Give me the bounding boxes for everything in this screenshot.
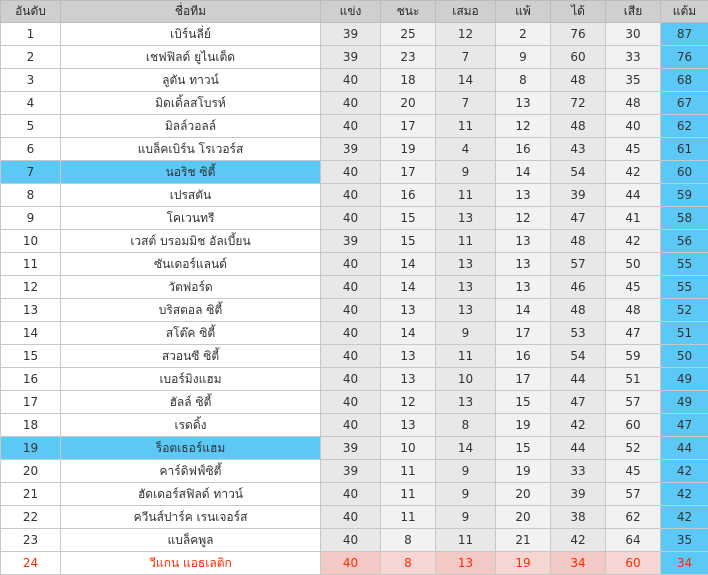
table-row[interactable]	[1, 207, 708, 230]
cell-played: 39	[321, 46, 381, 69]
cell-played: 40	[321, 115, 381, 138]
column-header-win: ชนะ	[381, 1, 436, 23]
cell-losses: 13	[496, 230, 551, 253]
cell-goals-for: 48	[551, 230, 606, 253]
cell-losses: 9	[496, 46, 551, 69]
cell-points: 49	[661, 391, 708, 414]
cell-rank: 8	[1, 184, 61, 207]
cell-points: 87	[661, 23, 708, 46]
cell-draws: 9	[436, 460, 496, 483]
cell-rank: 10	[1, 230, 61, 253]
cell-goals-against: 52	[606, 437, 661, 460]
cell-losses: 19	[496, 460, 551, 483]
cell-losses: 15	[496, 391, 551, 414]
cell-rank: 12	[1, 276, 61, 299]
cell-wins: 8	[381, 529, 436, 552]
cell-points: 56	[661, 230, 708, 253]
cell-losses: 20	[496, 506, 551, 529]
cell-points: 60	[661, 161, 708, 184]
cell-losses: 14	[496, 161, 551, 184]
cell-played: 40	[321, 184, 381, 207]
cell-losses: 19	[496, 552, 551, 575]
cell-goals-for: 34	[551, 552, 606, 575]
cell-wins: 17	[381, 115, 436, 138]
cell-goals-against: 59	[606, 345, 661, 368]
cell-wins: 8	[381, 552, 436, 575]
table-row[interactable]	[1, 230, 708, 253]
cell-goals-against: 60	[606, 414, 661, 437]
cell-rank: 24	[1, 552, 61, 575]
cell-played: 40	[321, 483, 381, 506]
cell-wins: 16	[381, 184, 436, 207]
cell-played: 39	[321, 230, 381, 253]
column-header-played: แข่ง	[321, 1, 381, 23]
cell-goals-for: 54	[551, 345, 606, 368]
cell-goals-for: 42	[551, 414, 606, 437]
cell-team-name: คาร์ดิฟฟ์ซิตี้	[61, 460, 321, 483]
cell-goals-for: 42	[551, 529, 606, 552]
table-row[interactable]	[1, 460, 708, 483]
cell-draws: 13	[436, 276, 496, 299]
cell-goals-against: 48	[606, 299, 661, 322]
table-row[interactable]	[1, 529, 708, 552]
cell-draws: 9	[436, 483, 496, 506]
cell-wins: 13	[381, 368, 436, 391]
cell-goals-against: 33	[606, 46, 661, 69]
cell-points: 52	[661, 299, 708, 322]
cell-draws: 13	[436, 207, 496, 230]
cell-losses: 13	[496, 253, 551, 276]
cell-points: 61	[661, 138, 708, 161]
cell-played: 40	[321, 345, 381, 368]
cell-goals-for: 72	[551, 92, 606, 115]
cell-points: 47	[661, 414, 708, 437]
cell-goals-for: 76	[551, 23, 606, 46]
cell-team-name: เชฟฟิลด์ ยูไนเต็ด	[61, 46, 321, 69]
cell-points: 62	[661, 115, 708, 138]
cell-draws: 11	[436, 230, 496, 253]
cell-team-name: นอริช ซิตี้	[61, 161, 321, 184]
cell-points: 55	[661, 253, 708, 276]
cell-team-name: เบอร์มิงแฮม	[61, 368, 321, 391]
table-row[interactable]	[1, 276, 708, 299]
cell-team-name: มิดเดิ้ลสโบรห์	[61, 92, 321, 115]
cell-goals-for: 43	[551, 138, 606, 161]
cell-goals-against: 51	[606, 368, 661, 391]
column-header-loss: แพ้	[496, 1, 551, 23]
cell-draws: 13	[436, 391, 496, 414]
cell-points: 50	[661, 345, 708, 368]
cell-played: 40	[321, 69, 381, 92]
cell-points: 51	[661, 322, 708, 345]
cell-goals-against: 45	[606, 460, 661, 483]
cell-rank: 3	[1, 69, 61, 92]
cell-losses: 17	[496, 368, 551, 391]
cell-played: 39	[321, 23, 381, 46]
cell-goals-against: 35	[606, 69, 661, 92]
cell-played: 40	[321, 506, 381, 529]
cell-goals-for: 57	[551, 253, 606, 276]
cell-goals-for: 48	[551, 299, 606, 322]
cell-goals-against: 40	[606, 115, 661, 138]
cell-goals-for: 47	[551, 391, 606, 414]
cell-team-name: ฮัดเดอร์สฟิลด์ ทาวน์	[61, 483, 321, 506]
cell-rank: 1	[1, 23, 61, 46]
cell-team-name: บริสตอล ซิตี้	[61, 299, 321, 322]
cell-points: 42	[661, 506, 708, 529]
cell-goals-for: 39	[551, 184, 606, 207]
cell-played: 39	[321, 437, 381, 460]
cell-wins: 14	[381, 253, 436, 276]
cell-team-name: สวอนซี ซิตี้	[61, 345, 321, 368]
cell-rank: 2	[1, 46, 61, 69]
table-header	[1, 1, 708, 23]
column-header-goals-against: เสีย	[606, 1, 661, 23]
cell-losses: 16	[496, 345, 551, 368]
cell-rank: 9	[1, 207, 61, 230]
cell-draws: 11	[436, 345, 496, 368]
table-row[interactable]	[1, 23, 708, 46]
cell-goals-against: 64	[606, 529, 661, 552]
cell-rank: 16	[1, 368, 61, 391]
cell-goals-against: 30	[606, 23, 661, 46]
cell-team-name: ควีนส์ปาร์ค เรนเจอร์ส	[61, 506, 321, 529]
cell-played: 39	[321, 138, 381, 161]
cell-goals-against: 47	[606, 322, 661, 345]
column-header-points: แต้ม	[661, 1, 708, 23]
table-row[interactable]	[1, 483, 708, 506]
cell-wins: 11	[381, 460, 436, 483]
cell-draws: 11	[436, 529, 496, 552]
cell-draws: 14	[436, 69, 496, 92]
cell-wins: 11	[381, 506, 436, 529]
cell-team-name: เปรสตัน	[61, 184, 321, 207]
cell-losses: 15	[496, 437, 551, 460]
cell-goals-against: 45	[606, 138, 661, 161]
cell-goals-for: 33	[551, 460, 606, 483]
cell-losses: 8	[496, 69, 551, 92]
cell-points: 55	[661, 276, 708, 299]
cell-played: 39	[321, 460, 381, 483]
cell-draws: 7	[436, 92, 496, 115]
cell-wins: 20	[381, 92, 436, 115]
cell-points: 42	[661, 460, 708, 483]
cell-played: 40	[321, 391, 381, 414]
cell-goals-for: 46	[551, 276, 606, 299]
header-row	[1, 1, 708, 23]
cell-team-name: ลูตัน ทาวน์	[61, 69, 321, 92]
table-row[interactable]	[1, 322, 708, 345]
cell-team-name: ฮัลล์ ซิตี้	[61, 391, 321, 414]
cell-draws: 9	[436, 322, 496, 345]
cell-losses: 20	[496, 483, 551, 506]
cell-points: 67	[661, 92, 708, 115]
cell-rank: 11	[1, 253, 61, 276]
table-body	[1, 23, 708, 575]
cell-played: 40	[321, 368, 381, 391]
cell-played: 40	[321, 207, 381, 230]
cell-team-name: วัตฟอร์ด	[61, 276, 321, 299]
table-row[interactable]	[1, 368, 708, 391]
cell-draws: 8	[436, 414, 496, 437]
cell-played: 40	[321, 414, 381, 437]
cell-losses: 13	[496, 92, 551, 115]
cell-goals-for: 44	[551, 437, 606, 460]
cell-rank: 13	[1, 299, 61, 322]
cell-draws: 11	[436, 184, 496, 207]
cell-wins: 15	[381, 230, 436, 253]
cell-rank: 22	[1, 506, 61, 529]
cell-team-name: ร็อตเธอร์แฮม	[61, 437, 321, 460]
cell-rank: 5	[1, 115, 61, 138]
cell-played: 40	[321, 322, 381, 345]
cell-played: 40	[321, 529, 381, 552]
column-header-goals-for: ได้	[551, 1, 606, 23]
cell-losses: 17	[496, 322, 551, 345]
cell-draws: 11	[436, 115, 496, 138]
table-row[interactable]	[1, 552, 708, 575]
cell-draws: 4	[436, 138, 496, 161]
table-row[interactable]	[1, 437, 708, 460]
cell-points: 58	[661, 207, 708, 230]
cell-goals-against: 42	[606, 230, 661, 253]
cell-points: 59	[661, 184, 708, 207]
cell-goals-against: 45	[606, 276, 661, 299]
cell-goals-against: 62	[606, 506, 661, 529]
cell-draws: 9	[436, 161, 496, 184]
cell-team-name: เวสต์ บรอมมิช อัลเบี้ยน	[61, 230, 321, 253]
cell-points: 35	[661, 529, 708, 552]
cell-draws: 9	[436, 506, 496, 529]
cell-goals-against: 57	[606, 391, 661, 414]
cell-points: 76	[661, 46, 708, 69]
cell-rank: 17	[1, 391, 61, 414]
cell-losses: 2	[496, 23, 551, 46]
table-row[interactable]	[1, 506, 708, 529]
cell-rank: 6	[1, 138, 61, 161]
cell-losses: 12	[496, 207, 551, 230]
cell-wins: 17	[381, 161, 436, 184]
cell-wins: 19	[381, 138, 436, 161]
cell-goals-for: 44	[551, 368, 606, 391]
cell-draws: 13	[436, 552, 496, 575]
cell-wins: 11	[381, 483, 436, 506]
cell-losses: 16	[496, 138, 551, 161]
cell-goals-against: 48	[606, 92, 661, 115]
cell-wins: 15	[381, 207, 436, 230]
cell-played: 40	[321, 552, 381, 575]
table-row[interactable]	[1, 184, 708, 207]
cell-team-name: แบล็คเบิร์น โรเวอร์ส	[61, 138, 321, 161]
table-row[interactable]	[1, 391, 708, 414]
cell-goals-against: 44	[606, 184, 661, 207]
cell-losses: 19	[496, 414, 551, 437]
cell-wins: 23	[381, 46, 436, 69]
cell-team-name: แบล็คพูล	[61, 529, 321, 552]
cell-rank: 21	[1, 483, 61, 506]
table-row[interactable]	[1, 414, 708, 437]
cell-team-name: โคเวนทรี	[61, 207, 321, 230]
cell-points: 34	[661, 552, 708, 575]
cell-rank: 18	[1, 414, 61, 437]
table-row[interactable]	[1, 92, 708, 115]
cell-played: 40	[321, 276, 381, 299]
cell-wins: 14	[381, 276, 436, 299]
cell-goals-for: 60	[551, 46, 606, 69]
cell-goals-against: 60	[606, 552, 661, 575]
cell-goals-against: 57	[606, 483, 661, 506]
cell-goals-for: 39	[551, 483, 606, 506]
cell-draws: 10	[436, 368, 496, 391]
cell-points: 49	[661, 368, 708, 391]
cell-losses: 21	[496, 529, 551, 552]
cell-rank: 14	[1, 322, 61, 345]
cell-wins: 14	[381, 322, 436, 345]
cell-team-name: เรดดิ้ง	[61, 414, 321, 437]
cell-points: 42	[661, 483, 708, 506]
cell-goals-for: 53	[551, 322, 606, 345]
table-row[interactable]	[1, 138, 708, 161]
column-header-draw: เสมอ	[436, 1, 496, 23]
cell-draws: 14	[436, 437, 496, 460]
cell-goals-for: 48	[551, 69, 606, 92]
cell-team-name: วีแกน แอธเลติก	[61, 552, 321, 575]
table-row[interactable]	[1, 253, 708, 276]
table-row[interactable]	[1, 299, 708, 322]
cell-draws: 12	[436, 23, 496, 46]
cell-goals-for: 54	[551, 161, 606, 184]
cell-draws: 13	[436, 253, 496, 276]
cell-rank: 7	[1, 161, 61, 184]
cell-wins: 25	[381, 23, 436, 46]
table-row[interactable]	[1, 69, 708, 92]
cell-team-name: เบิร์นลี่ย์	[61, 23, 321, 46]
cell-wins: 13	[381, 345, 436, 368]
cell-goals-against: 41	[606, 207, 661, 230]
cell-points: 44	[661, 437, 708, 460]
cell-played: 40	[321, 299, 381, 322]
cell-wins: 13	[381, 414, 436, 437]
column-header-team: ชื่อทีม	[61, 1, 321, 23]
cell-rank: 15	[1, 345, 61, 368]
cell-wins: 18	[381, 69, 436, 92]
cell-wins: 12	[381, 391, 436, 414]
cell-goals-for: 47	[551, 207, 606, 230]
cell-team-name: มิลล์วอลล์	[61, 115, 321, 138]
cell-points: 68	[661, 69, 708, 92]
cell-wins: 13	[381, 299, 436, 322]
cell-team-name: สโต๊ค ซิตี้	[61, 322, 321, 345]
cell-played: 40	[321, 253, 381, 276]
cell-goals-for: 38	[551, 506, 606, 529]
cell-wins: 10	[381, 437, 436, 460]
cell-goals-against: 50	[606, 253, 661, 276]
cell-team-name: ซันเดอร์แลนด์	[61, 253, 321, 276]
cell-rank: 4	[1, 92, 61, 115]
cell-goals-for: 48	[551, 115, 606, 138]
table-row[interactable]	[1, 46, 708, 69]
cell-rank: 20	[1, 460, 61, 483]
cell-losses: 13	[496, 276, 551, 299]
cell-goals-against: 42	[606, 161, 661, 184]
cell-played: 40	[321, 92, 381, 115]
table-row[interactable]	[1, 161, 708, 184]
cell-losses: 14	[496, 299, 551, 322]
cell-losses: 13	[496, 184, 551, 207]
cell-losses: 12	[496, 115, 551, 138]
cell-rank: 23	[1, 529, 61, 552]
cell-draws: 7	[436, 46, 496, 69]
cell-draws: 13	[436, 299, 496, 322]
cell-played: 40	[321, 161, 381, 184]
table-row[interactable]	[1, 345, 708, 368]
cell-rank: 19	[1, 437, 61, 460]
column-header-rank: อันดับ	[1, 1, 61, 23]
table-row[interactable]	[1, 115, 708, 138]
